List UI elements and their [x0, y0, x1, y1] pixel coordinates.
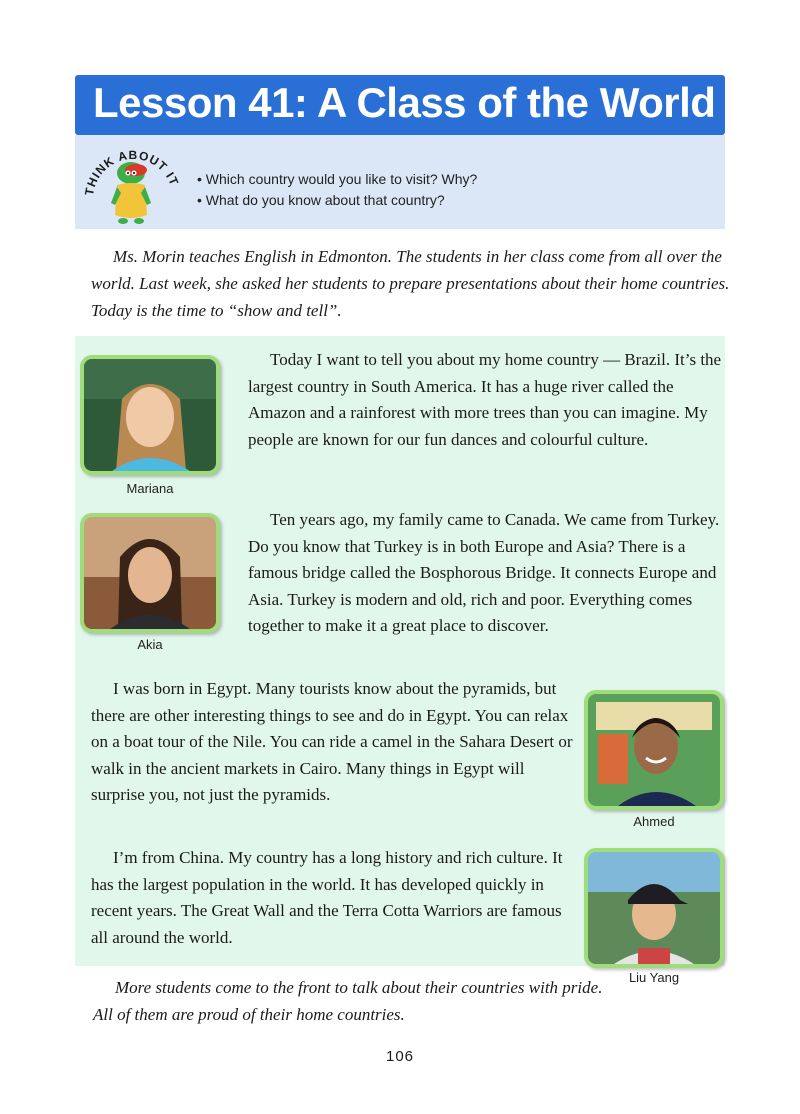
akia-caption: Akia: [137, 637, 163, 652]
think-question: • Which country would you like to visit? Why?: [197, 169, 477, 190]
ahmed-caption: Ahmed: [633, 814, 675, 829]
mariana-photo: [80, 355, 220, 475]
ahmed-story: I was born in Egypt. Many tourists know about the pyramids, but there are other interesting things to see and do in Egypt. You can relax on a boat tour of the Nile. You can ride a camel in the Sahara Desert or walk in the ancient markets in Cairo. Many things in Egypt will surprise you, not just the pyramids.: [91, 679, 573, 804]
akia-story: Ten years ago, my family came to Canada. We came from Turkey. Do you know that Turkey is in both Europe and Asia? There is a famous bridge called the Bosphorous Bridge. It connects Europe and Asia. Turkey is modern and old, rich and poor. Everything comes together to make it a great place to discover.: [248, 510, 720, 635]
liu-yang-story: I’m from China. My country has a long history and rich culture. It has the largest population in the world. It has developed quickly in recent years. The Great Wall and the Terra Cotta Warriors are famous all around the world.: [91, 848, 563, 947]
think-about-it-box: [75, 135, 725, 229]
lesson-title-bar: [75, 75, 725, 135]
page-number: 106: [385, 1048, 415, 1065]
lesson-title: Lesson 41: A Class of the World: [93, 79, 716, 126]
ahmed-photo: [584, 690, 724, 810]
turtle-mascot-icon: [111, 162, 151, 224]
think-about-it-badge: [81, 143, 181, 227]
think-question: • What do you know about that country?: [197, 190, 477, 211]
think-about-it-badge-text: THINK ABOUT IT: [82, 147, 181, 197]
think-about-it-questions: [197, 169, 477, 211]
liu-yang-caption: Liu Yang: [628, 970, 680, 985]
mariana-caption: Mariana: [126, 481, 174, 496]
closing-paragraph: More students come to the front to talk about their countries with pride. All of them are proud of their home countries.: [93, 978, 603, 1024]
akia-photo: [80, 513, 220, 633]
intro-paragraph: Ms. Morin teaches English in Edmonton. The students in her class come from all over the world. Last week, she asked her students to prepare presentations about their home countries. Today is the time to “show and tell”.: [91, 247, 730, 320]
mariana-story: Today I want to tell you about my home country — Brazil. It’s the largest country in South America. It has a huge river called the Amazon and a rainforest with more trees than you can imagine. My people are known for our fun dances and colourful culture.: [248, 350, 722, 449]
liu-yang-photo: [584, 848, 724, 968]
